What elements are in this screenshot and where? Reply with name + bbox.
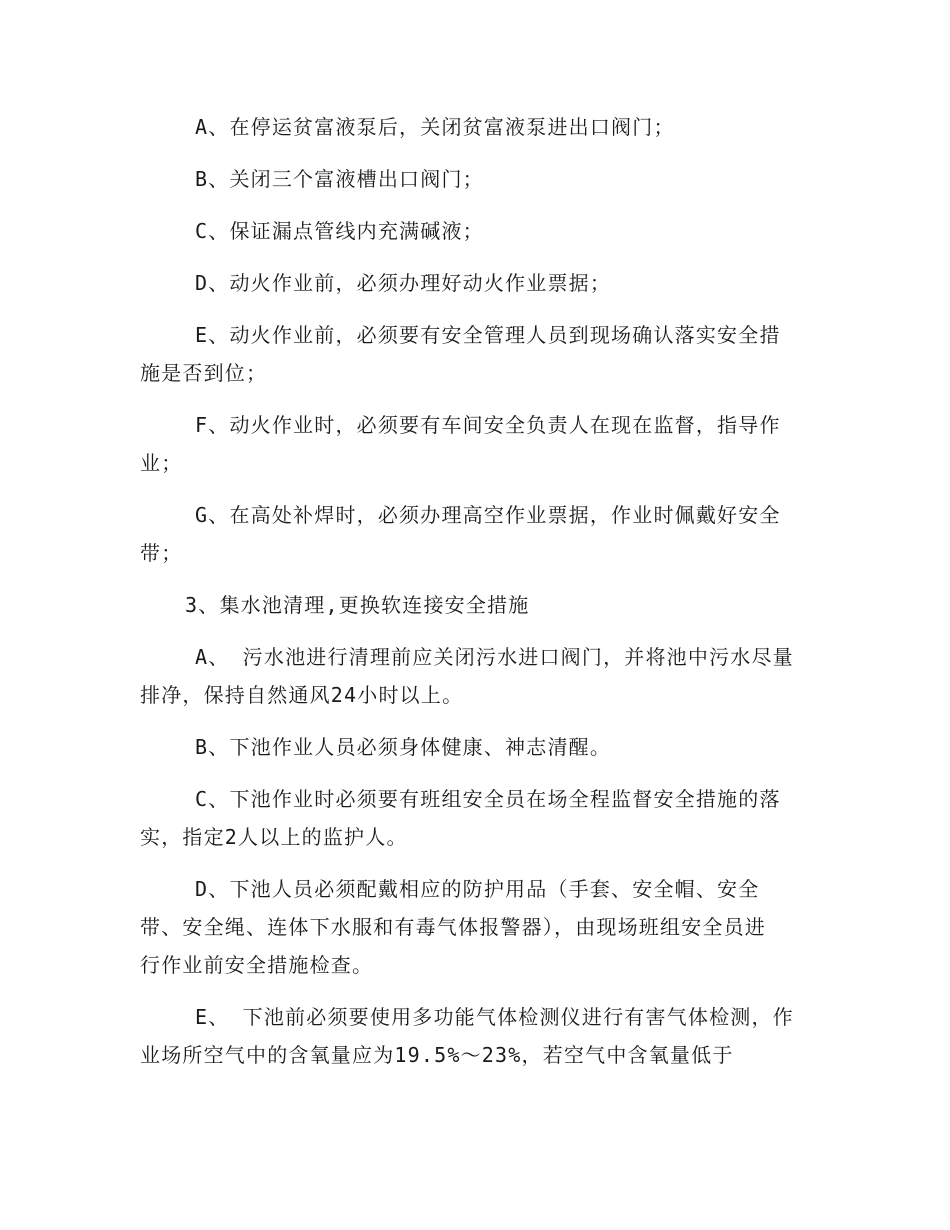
paragraph-line: B、关闭三个富液槽出口阀门； bbox=[195, 167, 484, 191]
paragraph-line: 排净，保持自然通风24小时以上。 bbox=[140, 683, 464, 707]
paragraph-line: C、下池作业时必须要有班组安全员在场全程监督安全措施的落 bbox=[195, 787, 781, 811]
paragraph-line: A、在停运贫富液泵后，关闭贫富液泵进出口阀门； bbox=[195, 115, 675, 139]
paragraph-line: 业； bbox=[140, 451, 183, 475]
paragraph-line: F、动火作业时，必须要有车间安全负责人在现在监督，指导作 bbox=[195, 413, 781, 437]
paragraph-line: E、 下池前必须要使用多功能气体检测仪进行有害气体检测，作 bbox=[195, 1005, 794, 1029]
section-heading: 3、集水池清理,更换软连接安全措施 bbox=[185, 593, 530, 617]
paragraph-line: D、动火作业前，必须办理好动火作业票据； bbox=[195, 271, 612, 295]
paragraph-line: C、保证漏点管线内充满碱液； bbox=[195, 219, 484, 243]
paragraph-line: 行作业前安全措施检查。 bbox=[140, 953, 374, 977]
paragraph-line: A、 污水池进行清理前应关闭污水进口阀门，并将池中污水尽量 bbox=[195, 645, 794, 669]
paragraph-line: 带、安全绳、连体下水服和有毒气体报警器），由现场班组安全员进 bbox=[140, 915, 766, 939]
paragraph-line: 带； bbox=[140, 541, 183, 565]
paragraph-line: 施是否到位； bbox=[140, 361, 268, 385]
paragraph-line: B、下池作业人员必须身体健康、神志清醒。 bbox=[195, 735, 612, 759]
paragraph-line: G、在高处补焊时，必须办理高空作业票据，作业时佩戴好安全 bbox=[195, 503, 781, 527]
paragraph-line: E、动火作业前，必须要有安全管理人员到现场确认落实安全措 bbox=[195, 323, 781, 347]
paragraph-line: D、下池人员必须配戴相应的防护用品（手套、安全帽、安全 bbox=[195, 877, 760, 901]
paragraph-line: 业场所空气中的含氧量应为19.5%～23%，若空气中含氧量低于 bbox=[140, 1043, 734, 1067]
paragraph-line: 实，指定2人以上的监护人。 bbox=[140, 825, 408, 849]
